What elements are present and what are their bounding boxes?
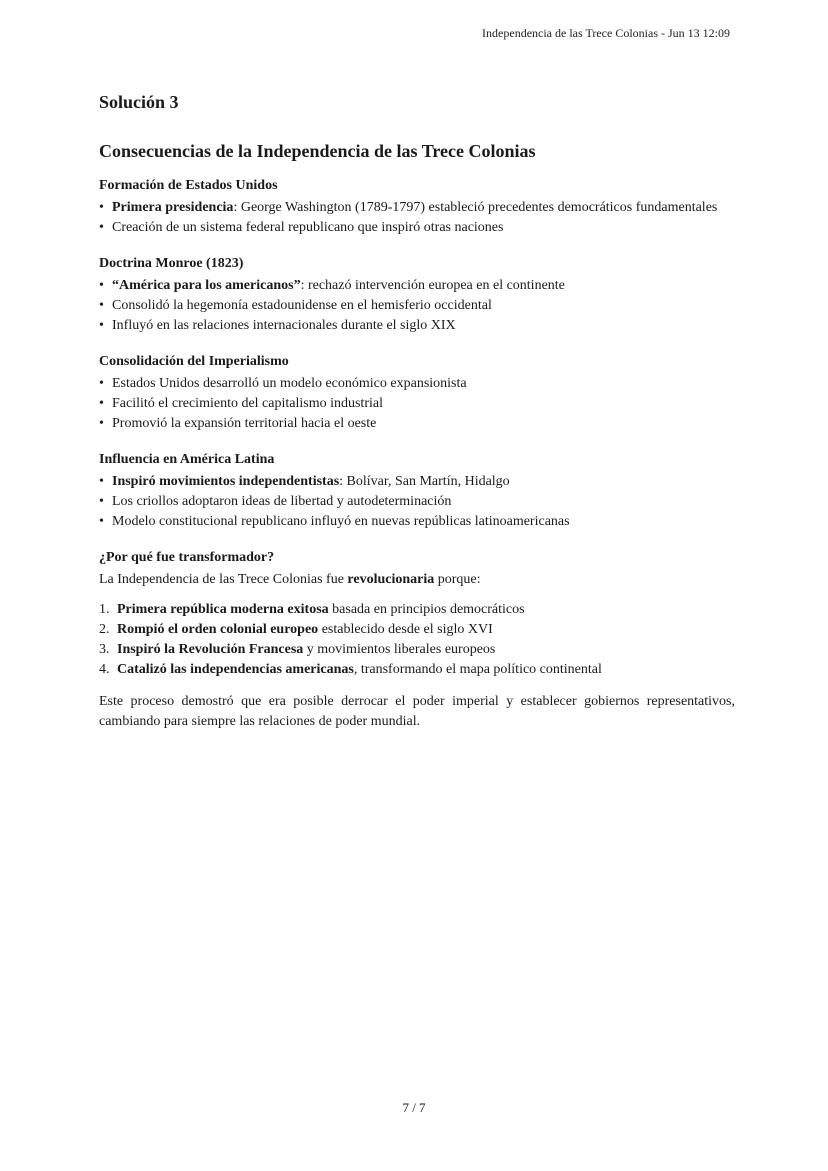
list-item [99, 198, 735, 218]
bullet-list [99, 276, 735, 336]
item-text: y movimientos liberales europeos [303, 642, 496, 657]
item-text: , transformando el mapa político continental [353, 662, 602, 677]
item-bold: Rompió el orden colonial europeo [117, 622, 319, 637]
item-text: Modelo constitucional republicano influyó en nuevas repúblicas latinoamericanas [112, 514, 570, 529]
bullet-list [99, 374, 735, 434]
item-text: Los criollos adoptaron ideas de libertad y autodeterminación [112, 494, 452, 509]
section-america-latina [99, 450, 735, 532]
section-heading: Formación de Estados Unidos [99, 178, 278, 193]
numbered-item [99, 660, 735, 680]
numbered-item [99, 620, 735, 640]
section-transformador [99, 548, 735, 732]
list-item [99, 374, 735, 394]
page-header: Independencia de las Trece Colonias - Jun 13 12:09 [482, 26, 730, 40]
intro-paragraph [99, 570, 735, 590]
closing-paragraph: Este proceso demostró que era posible derrocar el poder imperial y establecer gobiernos representativos, cambiando para siempre las relaciones de poder mundial. [99, 694, 735, 729]
list-item [99, 296, 735, 316]
numbered-item [99, 600, 735, 620]
item-text: : Bolívar, San Martín, Hidalgo [339, 474, 510, 489]
item-text: basada en principios democráticos [328, 602, 525, 617]
list-item [99, 276, 735, 296]
page-number: 7 / 7 [402, 1100, 426, 1115]
list-item [99, 394, 735, 414]
item-text: establecido desde el siglo XVI [318, 622, 493, 637]
item-text: : rechazó intervención europea en el continente [300, 278, 565, 293]
item-bold: Inspiró movimientos independentistas [112, 474, 340, 489]
section-heading: Doctrina Monroe (1823) [99, 256, 244, 271]
list-item [99, 472, 735, 492]
bullet-list [99, 198, 735, 238]
intro-text-end: porque: [434, 572, 481, 587]
item-text: Promovió la expansión territorial hacia el oeste [112, 416, 377, 431]
section-heading: ¿Por qué fue transformador? [99, 550, 275, 565]
list-item [99, 492, 735, 512]
document-body [99, 92, 735, 732]
item-number: 4. [99, 662, 110, 677]
item-text: Influyó en las relaciones internacionales durante el siglo XIX [112, 318, 456, 333]
section-monroe [99, 254, 735, 336]
list-item [99, 218, 735, 238]
numbered-list [99, 600, 735, 680]
list-item [99, 512, 735, 532]
section-imperialismo [99, 352, 735, 434]
item-number: 2. [99, 622, 110, 637]
intro-bold: revolucionaria [347, 572, 435, 587]
item-text: Facilitó el crecimiento del capitalismo industrial [112, 396, 383, 411]
section-heading: Influencia en América Latina [99, 452, 275, 467]
item-number: 1. [99, 602, 110, 617]
item-text: Estados Unidos desarrolló un modelo económico expansionista [112, 376, 467, 391]
item-bold: Primera presidencia [112, 200, 234, 215]
item-bold: “América para los americanos” [112, 278, 301, 293]
numbered-item [99, 640, 735, 660]
item-bold: Primera república moderna exitosa [117, 602, 329, 617]
section-formacion [99, 176, 735, 238]
item-text: Creación de un sistema federal republicano que inspiró otras naciones [112, 220, 504, 235]
item-bold: Catalizó las independencias americanas [117, 662, 354, 677]
item-number: 3. [99, 642, 110, 657]
item-bold: Inspiró la Revolución Francesa [117, 642, 304, 657]
section-heading: Consolidación del Imperialismo [99, 354, 289, 369]
item-text: : George Washington (1789-1797) estableció precedentes democráticos fundamentales [233, 200, 718, 215]
section-title: Consecuencias de la Independencia de las Trece Colonias [99, 141, 536, 161]
page-title: Solución 3 [99, 92, 179, 112]
item-text: Consolidó la hegemonía estadounidense en el hemisferio occidental [112, 298, 492, 313]
intro-text: La Independencia de las Trece Colonias fue [99, 572, 348, 587]
bullet-list [99, 472, 735, 532]
list-item [99, 414, 735, 434]
list-item [99, 316, 735, 336]
